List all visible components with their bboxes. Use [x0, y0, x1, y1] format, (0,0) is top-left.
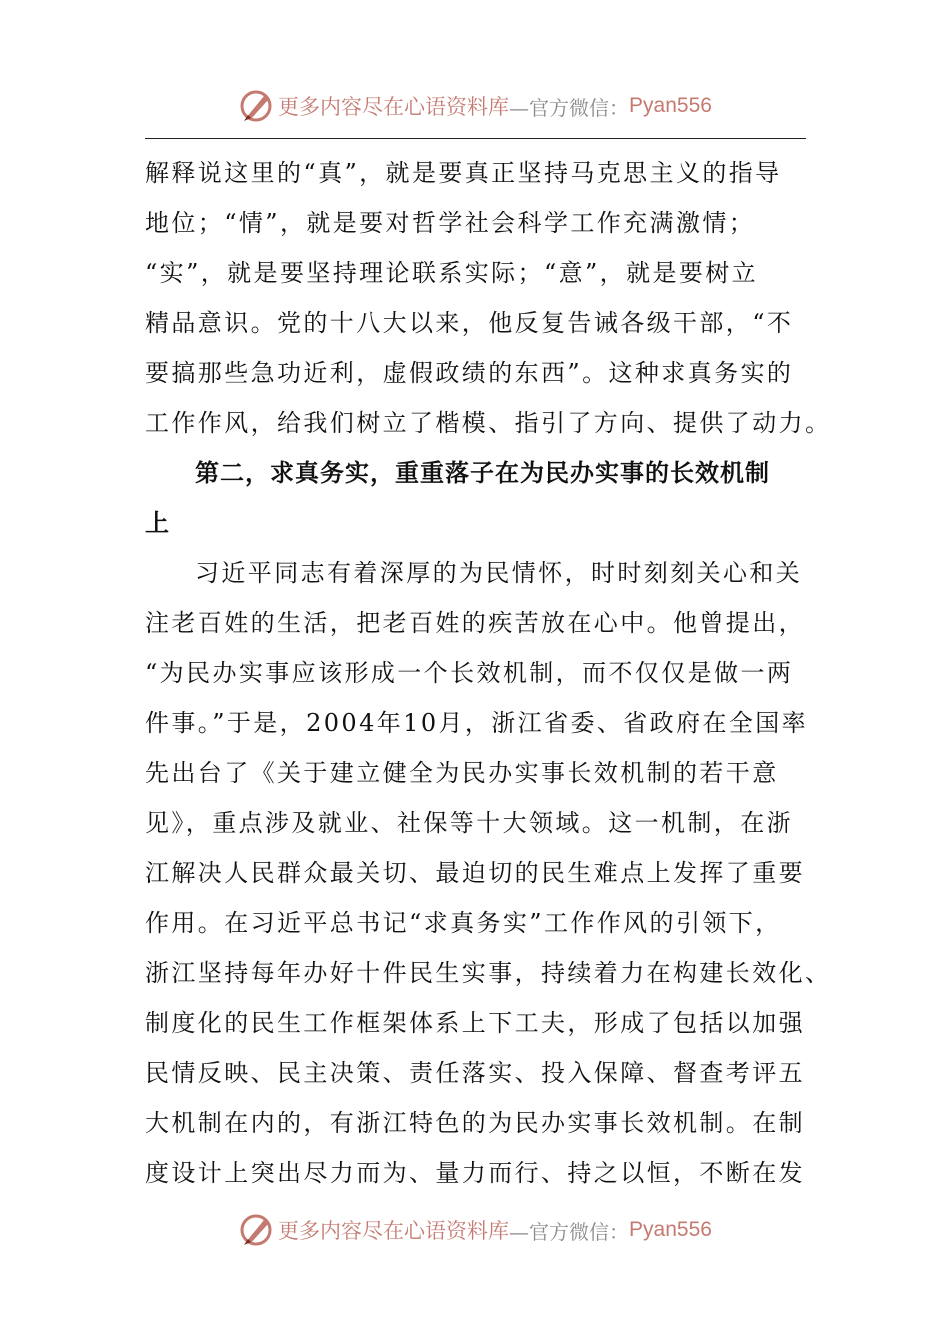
- header-banner: [0, 84, 950, 128]
- body-line: 习近平同志有着深厚的为民情怀，时时刻刻关心和关: [195, 559, 803, 587]
- document-body: [145, 148, 832, 1198]
- body-line: 要搞那些急功近利，虚假政绩的东西”。这种求真务实的: [145, 359, 794, 387]
- body-line: 民情反映、民主决策、责任落实、投入保障、督查考评五: [145, 1059, 805, 1087]
- pen-logo-icon: [238, 88, 274, 124]
- body-line: 地位；“情”，就是要对哲学社会科学工作充满激情；: [145, 209, 756, 237]
- body-line: 精品意识。党的十八大以来，他反复告诫各级干部，“不: [145, 309, 794, 337]
- banner-wechat-id: Pyan556: [629, 1218, 712, 1241]
- footer-banner: [0, 1208, 950, 1252]
- body-line: “为民办实事应该形成一个长效机制，而不仅仅是做一两: [145, 659, 794, 687]
- banner-wechat-id: Pyan556: [629, 94, 712, 117]
- header-rule: [145, 138, 806, 139]
- body-line: “实”，就是要坚持理论联系实际；“意”，就是要树立: [145, 259, 759, 287]
- body-line: 工作作风，给我们树立了楷模、指引了方向、提供了动力。: [145, 409, 832, 437]
- banner-subtitle: —官方微信：: [509, 1219, 630, 1244]
- banner-title: 更多内容尽在心语资料库: [278, 1219, 510, 1243]
- body-line: 作用。在习近平总书记“求真务实”工作作风的引领下，: [145, 909, 782, 937]
- section-heading-continued: 上: [145, 509, 170, 537]
- pen-logo-icon: [238, 1212, 274, 1248]
- body-line: 解释说这里的“真”，就是要真正坚持马克思主义的指导: [145, 159, 782, 187]
- body-line: 件事。”于是，2004年10月，浙江省委、省政府在全国率: [145, 709, 809, 737]
- banner-subtitle: —官方微信：: [509, 95, 630, 120]
- body-line: 大机制在内的，有浙江特色的为民办实事长效机制。在制: [145, 1109, 805, 1137]
- body-line: 浙江坚持每年办好十件民生实事，持续着力在构建长效化、: [145, 959, 832, 987]
- section-heading: 第二，求真务实，重重落子在为民办实事的长效机制: [195, 459, 770, 487]
- body-line: 制度化的民生工作框架体系上下工夫，形成了包括以加强: [145, 1009, 805, 1037]
- banner-title: 更多内容尽在心语资料库: [278, 95, 510, 119]
- body-line: 江解决人民群众最关切、最迫切的民生难点上发挥了重要: [145, 859, 805, 887]
- body-line: 见》，重点涉及就业、社保等十大领域。这一机制，在浙: [145, 809, 793, 837]
- body-line: 先出台了《关于建立健全为民办实事长效机制的若干意: [145, 759, 779, 787]
- body-line: 度设计上突出尽力而为、量力而行、持之以恒，不断在发: [145, 1159, 805, 1187]
- body-line: 注老百姓的生活，把老百姓的疾苦放在心中。他曾提出，: [145, 609, 805, 637]
